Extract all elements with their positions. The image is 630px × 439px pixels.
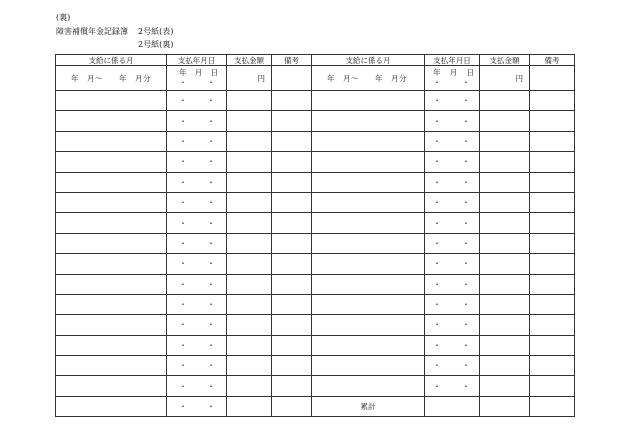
pay-date-cell[interactable] [167, 192, 227, 212]
note-cell[interactable] [530, 356, 575, 376]
note-cell[interactable] [530, 335, 575, 355]
table-row [56, 192, 575, 212]
amount-cell[interactable] [480, 315, 530, 335]
pay-month-cell[interactable] [56, 233, 167, 253]
table-row [56, 396, 575, 416]
amount-cell[interactable] [480, 152, 530, 172]
note-cell[interactable] [272, 356, 312, 376]
payment-record-table [55, 54, 575, 417]
pay-month-cell[interactable] [312, 356, 425, 376]
note-cell[interactable] [272, 192, 312, 212]
pay-month-cell[interactable] [312, 315, 425, 335]
pay-date-cell[interactable] [425, 233, 480, 253]
note-cell[interactable] [272, 274, 312, 294]
pay-date-cell[interactable] [167, 233, 227, 253]
amount-cell[interactable] [227, 131, 272, 151]
date-dots: ・ ・ [179, 340, 215, 350]
note-cell[interactable] [530, 315, 575, 335]
note-cell[interactable] [272, 213, 312, 233]
amount-cell[interactable] [480, 335, 530, 355]
amount-cell[interactable] [227, 335, 272, 355]
amount-cell[interactable] [227, 192, 272, 212]
table-row [56, 213, 575, 233]
pay-month-cell[interactable] [56, 356, 167, 376]
pay-date-cell[interactable] [425, 274, 480, 294]
pay-date-cell[interactable] [425, 111, 480, 131]
pay-date-cell[interactable] [425, 254, 480, 274]
pay-month-cell[interactable] [312, 192, 425, 212]
amount-cell[interactable] [227, 66, 272, 91]
pay-date-cell[interactable] [425, 152, 480, 172]
table-row [56, 335, 575, 355]
amount-cell[interactable] [480, 233, 530, 253]
month-label: 月 [194, 68, 203, 77]
table-row [56, 274, 575, 294]
table-row [56, 91, 575, 111]
amount-cell[interactable] [227, 91, 272, 111]
note-cell[interactable] [530, 152, 575, 172]
table-header-row [56, 55, 575, 66]
date-dots: ・ ・ [433, 300, 470, 310]
amount-cell[interactable] [227, 152, 272, 172]
note-cell[interactable] [272, 233, 312, 253]
amount-cell[interactable] [227, 376, 272, 396]
pay-month-cell[interactable] [312, 294, 425, 314]
date-dots: ・ ・ [433, 177, 470, 187]
note-cell[interactable] [272, 131, 312, 151]
pay-date-cell[interactable] [425, 192, 480, 212]
date-dots: ・ ・ [433, 136, 470, 146]
amount-cell[interactable] [227, 274, 272, 294]
pay-date-cell[interactable] [425, 315, 480, 335]
amount-cell[interactable] [480, 111, 530, 131]
month-label: 月 [449, 68, 458, 77]
date-dots: ・ ・ [433, 320, 470, 330]
pay-date-cell[interactable] [425, 131, 480, 151]
date-dots: ・ ・ [179, 96, 215, 106]
amount-cell[interactable] [480, 254, 530, 274]
pay-month-cell[interactable] [56, 91, 167, 111]
amount-cell[interactable] [227, 356, 272, 376]
date-dots: ・ ・ [179, 381, 215, 391]
note-cell[interactable] [530, 111, 575, 131]
table-row [56, 356, 575, 376]
pay-month-cell[interactable] [312, 131, 425, 151]
year-label: 年 [433, 68, 441, 77]
pay-date-cell[interactable] [167, 315, 227, 335]
pay-date-cell[interactable] [167, 66, 227, 91]
header-pay-date: 支払年月日 [425, 55, 480, 66]
note-cell[interactable] [272, 91, 312, 111]
yen-label: 円 [257, 73, 265, 83]
date-dots: ・ ・ [179, 238, 215, 248]
pay-date-cell[interactable] [167, 91, 227, 111]
pay-month-cell[interactable] [56, 315, 167, 335]
date-dots: ・ ・ [179, 259, 215, 269]
date-dots: ・ ・ [433, 238, 470, 248]
month-range-label: 年 月～ 年 月分 [327, 73, 407, 83]
date-dots: ・ ・ [179, 218, 215, 228]
note-cell[interactable] [530, 192, 575, 212]
day-label: 日 [210, 68, 218, 77]
ymd-labels [167, 68, 226, 77]
note-cell[interactable] [272, 172, 312, 192]
side-label: (裏) [56, 13, 71, 22]
date-dots: ・ ・ [433, 361, 470, 371]
pay-month-cell[interactable] [56, 213, 167, 233]
note-cell[interactable] [272, 111, 312, 131]
amount-cell[interactable] [227, 315, 272, 335]
pay-date-cell[interactable] [425, 213, 480, 233]
amount-cell[interactable] [227, 111, 272, 131]
date-dots: ・ ・ [433, 279, 470, 289]
amount-cell[interactable] [227, 213, 272, 233]
pay-month-cell[interactable] [56, 335, 167, 355]
amount-cell[interactable] [227, 233, 272, 253]
pay-month-cell[interactable] [56, 111, 167, 131]
note-cell[interactable] [272, 335, 312, 355]
pay-month-cell[interactable] [312, 213, 425, 233]
note-cell[interactable] [530, 131, 575, 151]
pay-date-cell[interactable] [425, 172, 480, 192]
table-row [56, 66, 575, 91]
date-dots: ・ ・ [433, 198, 470, 208]
amount-cell[interactable] [480, 192, 530, 212]
date-dots: ・ ・ [179, 279, 215, 289]
pay-date-cell[interactable] [425, 356, 480, 376]
pay-date-cell[interactable] [167, 172, 227, 192]
pay-month-cell[interactable] [312, 172, 425, 192]
date-dots: ・ ・ [179, 136, 215, 146]
date-dots: ・ ・ [433, 78, 470, 87]
note-cell[interactable] [530, 213, 575, 233]
header-pay-date: 支払年月日 [167, 55, 227, 66]
table-row [56, 131, 575, 151]
note-cell[interactable] [530, 274, 575, 294]
date-dots: ・ ・ [433, 116, 470, 126]
date-dots: ・ ・ [179, 116, 215, 126]
pay-date-cell[interactable] [425, 376, 480, 396]
note-cell[interactable] [530, 233, 575, 253]
pay-month-cell[interactable] [56, 254, 167, 274]
pay-date-cell[interactable] [425, 66, 480, 91]
form-number-back: 2号紙(裏) [138, 40, 174, 49]
pay-date-cell[interactable] [167, 111, 227, 131]
pay-month-cell[interactable] [312, 111, 425, 131]
amount-cell[interactable] [480, 131, 530, 151]
pay-date-cell[interactable] [167, 274, 227, 294]
date-dots: ・ ・ [179, 300, 215, 310]
pay-month-cell[interactable] [312, 91, 425, 111]
total-label: 累計 [312, 396, 425, 416]
ymd-labels [425, 68, 479, 77]
date-dots: ・ ・ [179, 198, 215, 208]
pay-month-cell[interactable] [312, 66, 425, 91]
pay-date-cell[interactable] [167, 335, 227, 355]
note-cell[interactable] [530, 294, 575, 314]
date-dots: ・ ・ [179, 402, 215, 412]
table-row [56, 254, 575, 274]
table-row [56, 376, 575, 396]
amount-cell[interactable] [227, 172, 272, 192]
header-note: 備考 [530, 55, 575, 66]
year-label: 年 [179, 68, 187, 77]
note-cell[interactable] [530, 376, 575, 396]
header-amount: 支払金額 [227, 55, 272, 66]
amount-cell[interactable] [480, 274, 530, 294]
amount-cell[interactable] [480, 66, 530, 91]
form-title: 障害補償年金記録簿 [56, 27, 128, 36]
amount-cell[interactable] [480, 172, 530, 192]
month-range-label: 年 月～ 年 月分 [71, 73, 151, 83]
pay-date-cell[interactable] [167, 356, 227, 376]
pay-month-cell[interactable] [56, 192, 167, 212]
pay-date-cell[interactable] [167, 254, 227, 274]
amount-cell[interactable] [480, 213, 530, 233]
pay-month-cell[interactable] [312, 254, 425, 274]
pay-date-cell[interactable] [425, 91, 480, 111]
note-cell[interactable] [272, 254, 312, 274]
date-dots: ・ ・ [179, 78, 215, 87]
date-dots: ・ ・ [433, 157, 470, 167]
yen-label: 円 [515, 73, 523, 83]
table-row [56, 233, 575, 253]
pay-date-cell[interactable] [167, 376, 227, 396]
note-cell[interactable] [530, 396, 575, 416]
table-row [56, 315, 575, 335]
pay-date-cell[interactable] [425, 294, 480, 314]
date-dots: ・ ・ [179, 177, 215, 187]
note-cell[interactable] [272, 376, 312, 396]
amount-cell[interactable] [227, 254, 272, 274]
note-cell[interactable] [530, 66, 575, 91]
header-note: 備考 [272, 55, 312, 66]
form-number-front: 2号紙(表) [138, 27, 174, 36]
date-dots: ・ ・ [433, 259, 470, 269]
pay-date-cell[interactable] [425, 396, 480, 416]
date-dots: ・ ・ [179, 361, 215, 371]
header-amount: 支払金額 [480, 55, 530, 66]
note-cell[interactable] [272, 294, 312, 314]
amount-cell[interactable] [480, 396, 530, 416]
table-row [56, 172, 575, 192]
note-cell[interactable] [530, 91, 575, 111]
pay-month-cell[interactable] [56, 152, 167, 172]
date-dots: ・ ・ [179, 157, 215, 167]
amount-cell[interactable] [227, 294, 272, 314]
pay-month-cell[interactable] [56, 172, 167, 192]
day-label: 日 [466, 68, 474, 77]
pay-month-cell[interactable] [56, 376, 167, 396]
amount-cell[interactable] [480, 91, 530, 111]
date-dots: ・ ・ [433, 96, 470, 106]
table-row [56, 111, 575, 131]
pay-month-cell[interactable] [312, 152, 425, 172]
note-cell[interactable] [530, 172, 575, 192]
pay-date-cell[interactable] [167, 294, 227, 314]
note-cell[interactable] [530, 254, 575, 274]
pay-date-cell[interactable] [425, 335, 480, 355]
note-cell[interactable] [272, 396, 312, 416]
pay-date-cell[interactable] [167, 131, 227, 151]
note-cell[interactable] [272, 152, 312, 172]
pay-month-cell[interactable] [312, 233, 425, 253]
pay-month-cell[interactable] [56, 294, 167, 314]
note-cell[interactable] [272, 66, 312, 91]
amount-cell[interactable] [480, 376, 530, 396]
note-cell[interactable] [272, 315, 312, 335]
pay-month-cell[interactable] [56, 274, 167, 294]
table-row [56, 294, 575, 314]
pay-month-cell[interactable] [312, 335, 425, 355]
amount-cell[interactable] [480, 356, 530, 376]
date-dots: ・ ・ [433, 218, 470, 228]
pay-month-cell[interactable] [56, 396, 167, 416]
pay-date-cell[interactable] [167, 152, 227, 172]
date-dots: ・ ・ [433, 381, 470, 391]
date-dots: ・ ・ [179, 320, 215, 330]
amount-cell[interactable] [480, 294, 530, 314]
pay-date-cell[interactable] [167, 396, 227, 416]
pay-month-cell[interactable] [312, 376, 425, 396]
header-pay-month: 支給に係る月 [56, 55, 167, 66]
pay-month-cell[interactable] [312, 274, 425, 294]
date-dots: ・ ・ [433, 340, 470, 350]
header-pay-month: 支給に係る月 [312, 55, 425, 66]
pay-date-cell[interactable] [167, 213, 227, 233]
pay-month-cell[interactable] [56, 66, 167, 91]
pay-month-cell[interactable] [56, 131, 167, 151]
table-row [56, 152, 575, 172]
amount-cell[interactable] [227, 396, 272, 416]
